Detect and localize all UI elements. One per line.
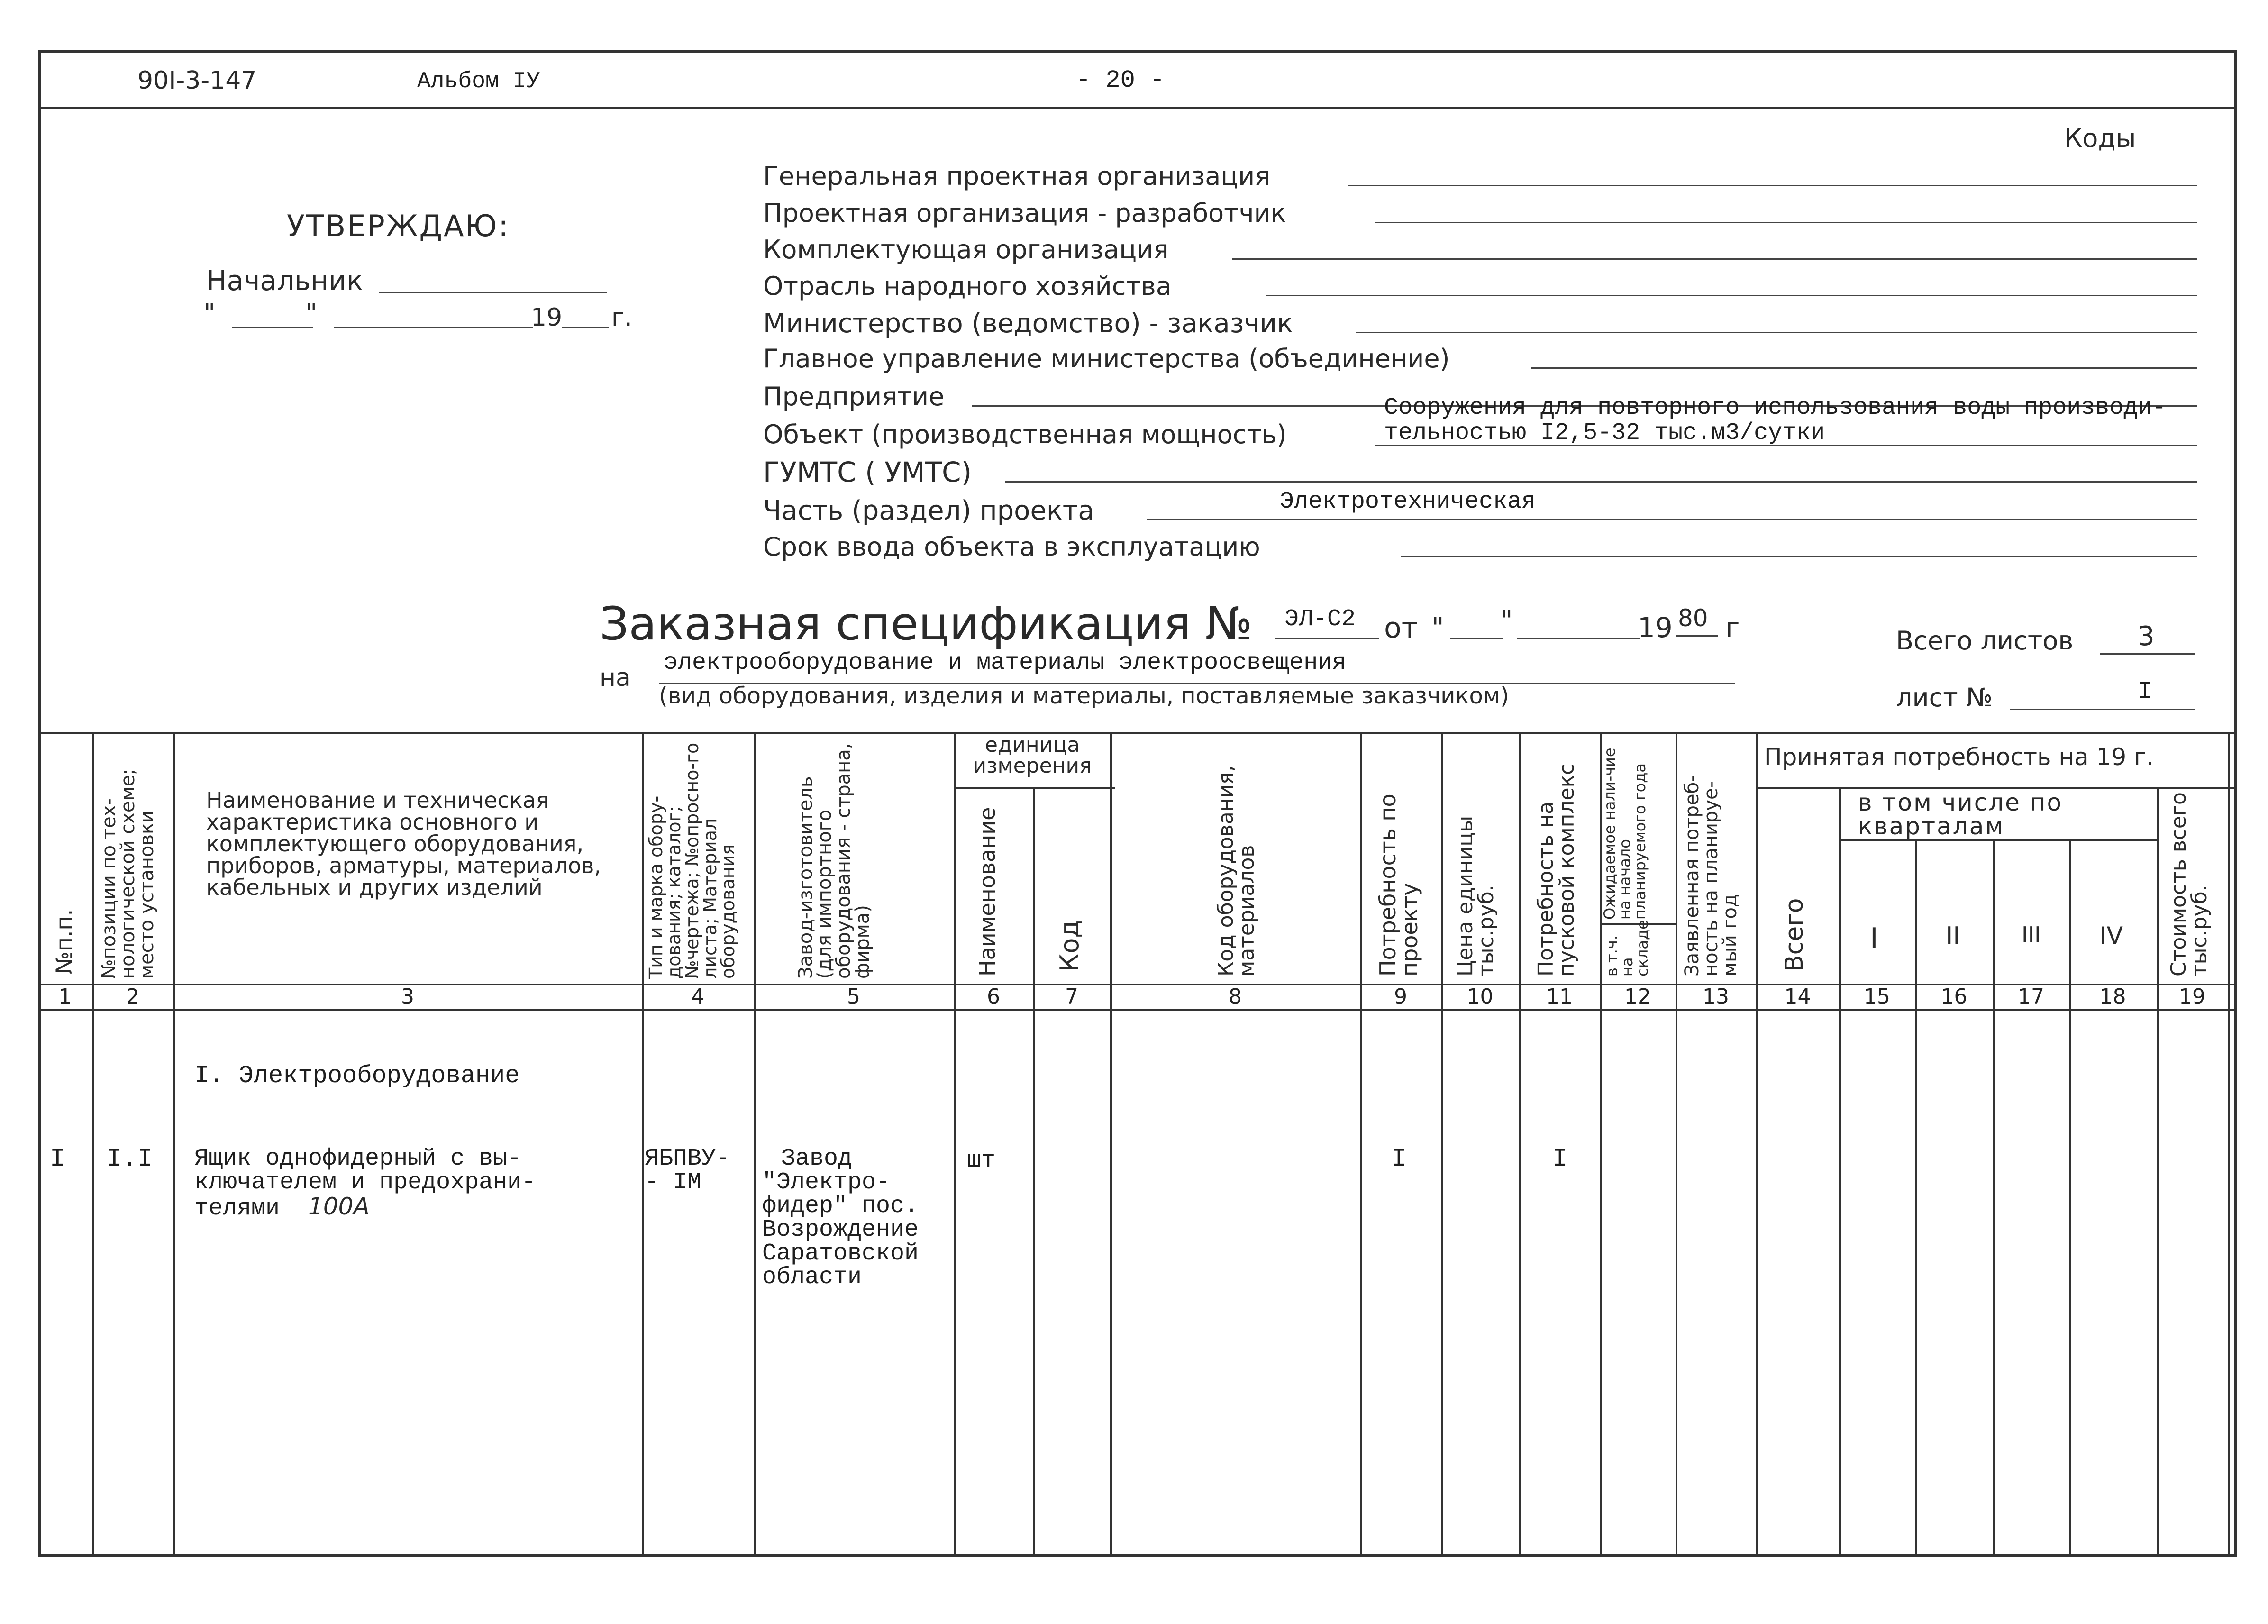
col-line-12 [1676, 732, 1677, 1557]
org-design-label: Проектная организация - разработчик [763, 198, 1286, 228]
spec-open-quote: " [1431, 611, 1444, 644]
colnum-17: 17 [2018, 985, 2044, 1009]
spec-close-quote: " [1500, 604, 1513, 637]
row-name-line: ключателем и предохрани- [194, 1169, 536, 1196]
colnum-bottom-line [38, 1009, 2237, 1011]
spec-from: от [1384, 611, 1418, 645]
col-line-16 [1993, 839, 1995, 1557]
colnum-7: 7 [1065, 985, 1078, 1009]
header-c8: Код оборудования, материалов [1214, 765, 1259, 976]
colnum-8: 8 [1229, 985, 1242, 1009]
org-part-line [1147, 519, 2197, 520]
row-maker-line: Завод [781, 1145, 853, 1172]
col-line-10 [1519, 732, 1521, 1557]
header-c9: Потребность по проекту [1375, 794, 1422, 976]
org-deadline-label: Срок ввода объекта в эксплуатацию [763, 532, 1260, 562]
spec-na: на [600, 664, 631, 692]
spec-year-line [1676, 635, 1718, 637]
col-line-6 [1033, 787, 1035, 1557]
org-complect-line [1232, 258, 2197, 260]
drawing-code: 90I-3-147 [137, 66, 257, 95]
row-type-line: - IМ [645, 1169, 702, 1196]
row-need: I [1391, 1145, 1407, 1174]
header-q2: II [1946, 922, 1960, 950]
org-object-label: Объект (производственная мощность) [763, 420, 1287, 449]
header-accepted: Принятая потребность на 19 г. [1764, 743, 2154, 771]
spec-title: Заказная спецификация № [600, 597, 1253, 650]
header-divider [38, 107, 2237, 109]
row-launch: I [1552, 1145, 1568, 1174]
spec-number: ЭЛ-С2 [1284, 606, 1356, 633]
header-unit-group: единица измерения [973, 733, 1092, 778]
colnum-9: 9 [1394, 985, 1407, 1009]
section-title: I. Электрооборудование [194, 1062, 520, 1090]
year-line [562, 327, 609, 328]
total-sheets-label: Всего листов [1896, 626, 2074, 656]
org-main-dept-line [1531, 367, 2197, 369]
page-number: - 20 - [1076, 66, 1165, 94]
colnum-10: 10 [1466, 985, 1494, 1009]
header-c5: Завод-изготовитель (для импортного оборудования - страна, фирма) [795, 743, 874, 979]
colnum-3: 3 [401, 985, 414, 1009]
row-maker-line: Возрождение [762, 1216, 919, 1243]
sheet-label: лист № [1896, 683, 1993, 712]
header-quarters-label: в том числе по кварталам [1858, 789, 2063, 840]
col-line-15 [1915, 839, 1917, 1557]
date-open-quote: " [204, 299, 215, 327]
colnum-2: 2 [126, 985, 139, 1009]
row-name [194, 1147, 536, 1221]
row-unit: шт [967, 1147, 996, 1174]
org-ministry-label: Министерство (ведомство) - заказчик [763, 308, 1293, 339]
header-q1: I [1870, 922, 1878, 955]
spec-year: 80 [1678, 604, 1708, 632]
colnum-18: 18 [2099, 985, 2126, 1009]
approval-title: УТВЕРЖДАЮ: [287, 209, 510, 243]
header-c10: Цена единицы тыс.руб. [1453, 815, 1498, 976]
date-g: г. [611, 303, 632, 332]
spec-day-line [1450, 638, 1503, 639]
org-part-label: Часть (раздел) проекта [763, 495, 1094, 526]
colnum-6: 6 [987, 985, 1000, 1009]
header-c12: Ожидаемое нали-чие на начало планируемого года [1601, 748, 1649, 920]
colnum-19: 19 [2179, 985, 2205, 1009]
colnum-13: 13 [1703, 985, 1729, 1009]
header-c3: Наименование и техническая характеристика основного и комплектующего оборудования, приборов, арматуры, материалов, кабельных и других изделий [206, 787, 601, 900]
header-c7: Код [1055, 920, 1084, 972]
sheet-value: I [2138, 678, 2153, 706]
date-year-prefix: 19 [531, 303, 563, 332]
header-c11: Потребность на пусковой комплекс [1534, 763, 1579, 976]
row-maker-line: Саратовской [762, 1240, 919, 1267]
row-type-line: ЯБПВУ- [645, 1145, 730, 1172]
col-line-9 [1441, 732, 1443, 1557]
org-industry-line [1266, 295, 2197, 296]
header-c14: Всего [1780, 898, 1809, 972]
album-label: Альбом IУ [417, 69, 540, 94]
spec-number-line [1275, 638, 1379, 639]
codes-label: Коды [2064, 123, 2136, 153]
sheet-line [2010, 709, 2195, 710]
row-maker-line: фидер" пос. [762, 1193, 919, 1220]
spec-month-line [1517, 638, 1640, 639]
month-line [334, 327, 533, 328]
col-line-14 [1839, 787, 1841, 1557]
org-general-line [1348, 185, 2197, 186]
header-c19: Стоимость всего тыс.руб. [2167, 792, 2212, 976]
header-c1: №п.п. [51, 909, 77, 974]
colnum-11: 11 [1546, 985, 1573, 1009]
approval-chief-label: Начальник [206, 265, 363, 297]
row-name-line: телями 100А [194, 1193, 370, 1222]
col-line-18 [2157, 787, 2159, 1557]
org-deadline-line [1401, 556, 2197, 557]
row-name-line: Ящик однофидерный с вы- [194, 1145, 522, 1172]
org-general-label: Генеральная проектная организация [763, 161, 1270, 191]
org-complect-label: Комплектующая организация [763, 235, 1169, 265]
row-maker-line: "Электро- [762, 1169, 891, 1196]
spec-g: г [1725, 611, 1740, 644]
header-q3: III [2022, 922, 2041, 948]
header-c4: Тип и марка обору-дования; каталог; №чертежа; №опросно-го листа; Материал оборудования [646, 742, 738, 979]
colnum-1: 1 [58, 985, 72, 1009]
col-line-3 [642, 732, 644, 1557]
org-enterprise-label: Предприятие [763, 382, 945, 411]
spec-subject: электрооборудование и материалы электроосвещения [664, 649, 1347, 676]
org-gumts-label: ГУМТС ( УМТС) [763, 456, 972, 488]
org-ministry-line [1356, 332, 2197, 333]
object-value-line2: тельностью I2,5-32 тыс.м3/сутки [1384, 420, 1825, 447]
part-value: Электротехническая [1280, 488, 1536, 515]
spec-subject-caption: (вид оборудования, изделия и материалы, поставляемые заказчиком) [659, 683, 1509, 709]
colnum-15: 15 [1864, 985, 1890, 1009]
org-main-dept-label: Главное управление министерства (объединение) [763, 344, 1450, 374]
row-name-handwritten: 100А [308, 1193, 370, 1220]
col-line-7 [1110, 732, 1112, 1557]
chief-line [379, 292, 607, 293]
table-top-line [38, 732, 2237, 734]
row-type [645, 1147, 730, 1195]
colnum-14: 14 [1784, 985, 1811, 1009]
spec-year-prefix: 19 [1638, 611, 1673, 644]
colnum-5: 5 [847, 985, 860, 1009]
total-sheets-line [2100, 653, 2195, 655]
col-line-4 [754, 732, 756, 1557]
org-design-line [1375, 222, 2197, 223]
colnum-12: 12 [1624, 985, 1651, 1009]
header-c12b: в т.ч. на складе [1603, 920, 1651, 976]
col-line-1 [92, 732, 94, 1557]
col-line-13 [1756, 732, 1758, 1557]
row-position: I.I [107, 1145, 153, 1174]
header-c2: №позиции по тех-нологической схеме; место установки [98, 768, 158, 979]
org-gumts-line [1005, 481, 2197, 483]
col-line-8 [1360, 732, 1362, 1557]
col-line-2 [173, 732, 175, 1557]
colnum-4: 4 [691, 985, 705, 1009]
header-c13: Заявленная потреб-ность на планируе-мый год [1681, 775, 1741, 976]
object-value-line1: Сооружения для повторного использования воды производи- [1384, 394, 2167, 421]
date-close-quote: " [306, 299, 317, 327]
colnum-16: 16 [1940, 985, 1967, 1009]
day-line [232, 327, 313, 328]
row-maker [762, 1147, 919, 1289]
row-number: I [50, 1145, 65, 1174]
header-c6: Наименование [975, 807, 1000, 976]
col-line-5 [954, 732, 956, 1557]
total-sheets-value: 3 [2138, 621, 2155, 652]
col-line-19 [2228, 732, 2230, 1557]
header-q4: IV [2100, 922, 2123, 949]
col-line-17 [2069, 839, 2071, 1557]
org-industry-label: Отрасль народного хозяйства [763, 271, 1172, 301]
row-maker-line: области [762, 1264, 862, 1291]
